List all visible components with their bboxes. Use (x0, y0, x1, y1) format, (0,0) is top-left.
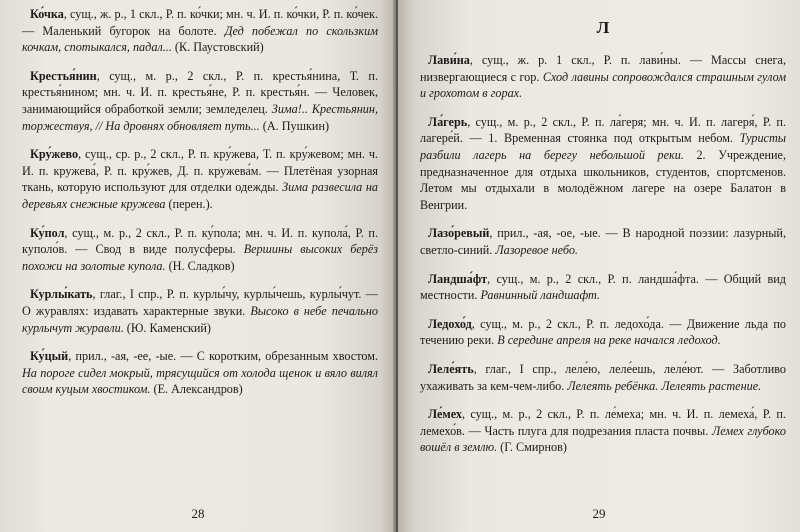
dictionary-entry (420, 406, 786, 456)
entry-source: (Н. Сладков) (165, 258, 235, 273)
dictionary-entry (420, 114, 786, 214)
dictionary-entry (22, 68, 378, 134)
headword: Лазо́ревый (428, 226, 490, 241)
entry-example: Туристы разбили лагерь на берегу небольшой реки. (420, 131, 786, 162)
section-letter: Л (596, 18, 610, 37)
dictionary-entry (420, 316, 786, 349)
headword: Лави́на (428, 53, 470, 67)
entry-source: (перен.). (165, 196, 213, 211)
entry-example: Высоко в небе печально курлычут журавли. (22, 303, 378, 335)
entry-grammar: , сущ., м. р., 2 скл., Р. п. ла́геря; мн. ч. И. п. лагеря́, Р. п. лагере́й. — 1. Временная стоянка под открытым небом. (420, 114, 786, 146)
dictionary-entry (420, 361, 786, 394)
headword: Ландша́фт (428, 271, 488, 286)
headword: Ко́чка (30, 7, 64, 21)
entry-grammar: , глаг., I спр., Р. п. курлы́чу, курлы́чешь, курлы́чут. — О журавлях: издавать характерные звуки. (22, 287, 378, 318)
entry-example: Дед побежал по скользким кочкам, спотыкался, падал... (22, 23, 378, 55)
entry-grammar: , сущ., м. р., 2 скл., Р. п. ле́мехa; мн. ч. И. п. лемеха́, Р. п. лемехо́в. — Часть плуга для подрезания пласта почвы. (420, 407, 786, 438)
headword: Ледохо́д (428, 316, 472, 331)
entry-grammar: , сущ., ж. р. 1 скл., Р. п. лави́ны. — Массы снега, низвергающиеся с гор. (420, 53, 786, 84)
entry-example: На пороге сидел мокрый, трясущийся от холода щенок и вяло вилял своим куцым хвостиком. (22, 365, 378, 397)
dictionary-entry (22, 348, 378, 398)
page-number: 28 (191, 506, 205, 521)
page-number: 29 (592, 506, 606, 521)
entry-grammar: , сущ., м. р., 2 скл., Р. п. ледохо́да. — Движение льда по течению реки. (420, 316, 786, 348)
entry-grammar: , сущ., ср. р., 2 скл., Р. п. кру́жева, Т. п. кру́жевом; мн. ч. И. п. кружева́, Р. п. кру́жев, Д. п. кружева́м. — Плетёная узорная ткань, которую используют для отделки одежды. (22, 147, 378, 195)
entry-example: Вершины высоких берёз похожи на золотые купола. (22, 242, 378, 273)
entry-source: (А. Пушкин) (259, 118, 330, 133)
entry-grammar: , сущ., м. р., 2 скл., Р. п. ку́пола; мн. ч. И. п. купола́, Р. п. куполо́в. — Свод в виде полусферы. (22, 225, 378, 257)
right-page (398, 0, 800, 532)
headword: Леле́ять (428, 361, 474, 376)
entry-example: Равнинный ландшафт. (480, 288, 600, 303)
dictionary-entry (22, 286, 378, 336)
entry-grammar: , сущ., ж. р., 1 скл., Р. п. ко́чки; мн. ч. И. п. ко́чки, Р. п. ко́чек. — Маленький бугорок на болоте. (22, 7, 378, 38)
entry-source: (К. Паустовский) (171, 40, 264, 55)
entry-example: Сход лавины сопровождался страшным гулом и грохотом в горах. (420, 69, 786, 101)
dictionary-entry (420, 52, 786, 102)
entry-grammar: , прил., -ая, -ее, -ые. — С коротким, обрезанным хвостом. (68, 349, 378, 364)
entry-example: Лазоревое небо. (495, 242, 578, 257)
entry-example: Лемех глубоко вошёл в землю. (420, 423, 786, 455)
left-page (0, 0, 396, 532)
entry-source: (Г. Смирнов) (497, 440, 567, 455)
entry-source: (Е. Александров) (150, 382, 243, 397)
headword: Ла́герь (428, 114, 468, 129)
entry-grammar: , глаг., I спр., леле́ю, леле́ешь, леле́ют. — Заботливо ухаживать за кем-чем-либо. (420, 361, 786, 393)
headword: Курлы́кать (30, 287, 93, 302)
entry-grammar: , сущ., м. р., 2 скл., Р. п. крестья́нина, Т. п. крестья́нином; мн. ч. И. п. крестья́не, Р. п. крестья́н. — Человек, занимающийся обработкой земли; земледелец. (22, 68, 378, 116)
entry-example: Лелеять ребёнка. Лелеять растение. (567, 378, 762, 393)
dictionary-entry (22, 146, 378, 212)
headword: Ле́мех (428, 407, 462, 422)
entry-source: 2. Учреждение, предназначенное для отдыха школьников, студентов, спортсменов. Летом мы отдыхали в молодёжном лагере на озере Балатон в Венгрии. (420, 147, 786, 212)
entry-grammar: , сущ., м. р., 2 скл., Р. п. ландша́фта. — Общий вид местности. (420, 271, 786, 303)
entry-example: В середине апреля на реке начался ледоход. (497, 333, 721, 348)
dictionary-entry (420, 271, 786, 304)
entry-source: (Ю. Каменский) (123, 320, 211, 335)
entry-example: Зима!.. Крестьянин, торжествуя, // На дровнях обновляет путь... (22, 101, 378, 133)
dictionary-entry (22, 225, 378, 275)
dictionary-entry (420, 225, 786, 258)
dictionary-entry (22, 6, 378, 56)
headword: Крестья́нин (30, 68, 97, 83)
headword: Кру́жево (30, 147, 79, 162)
headword: Ку́пол (30, 225, 65, 240)
headword: Ку́цый (30, 349, 69, 364)
entry-grammar: , прил., -ая, -ое, -ые. — В народной поэзии: лазурный, светло-синий. (420, 226, 786, 257)
entry-example: Зима развесила на деревьях снежные кружева (22, 180, 378, 211)
